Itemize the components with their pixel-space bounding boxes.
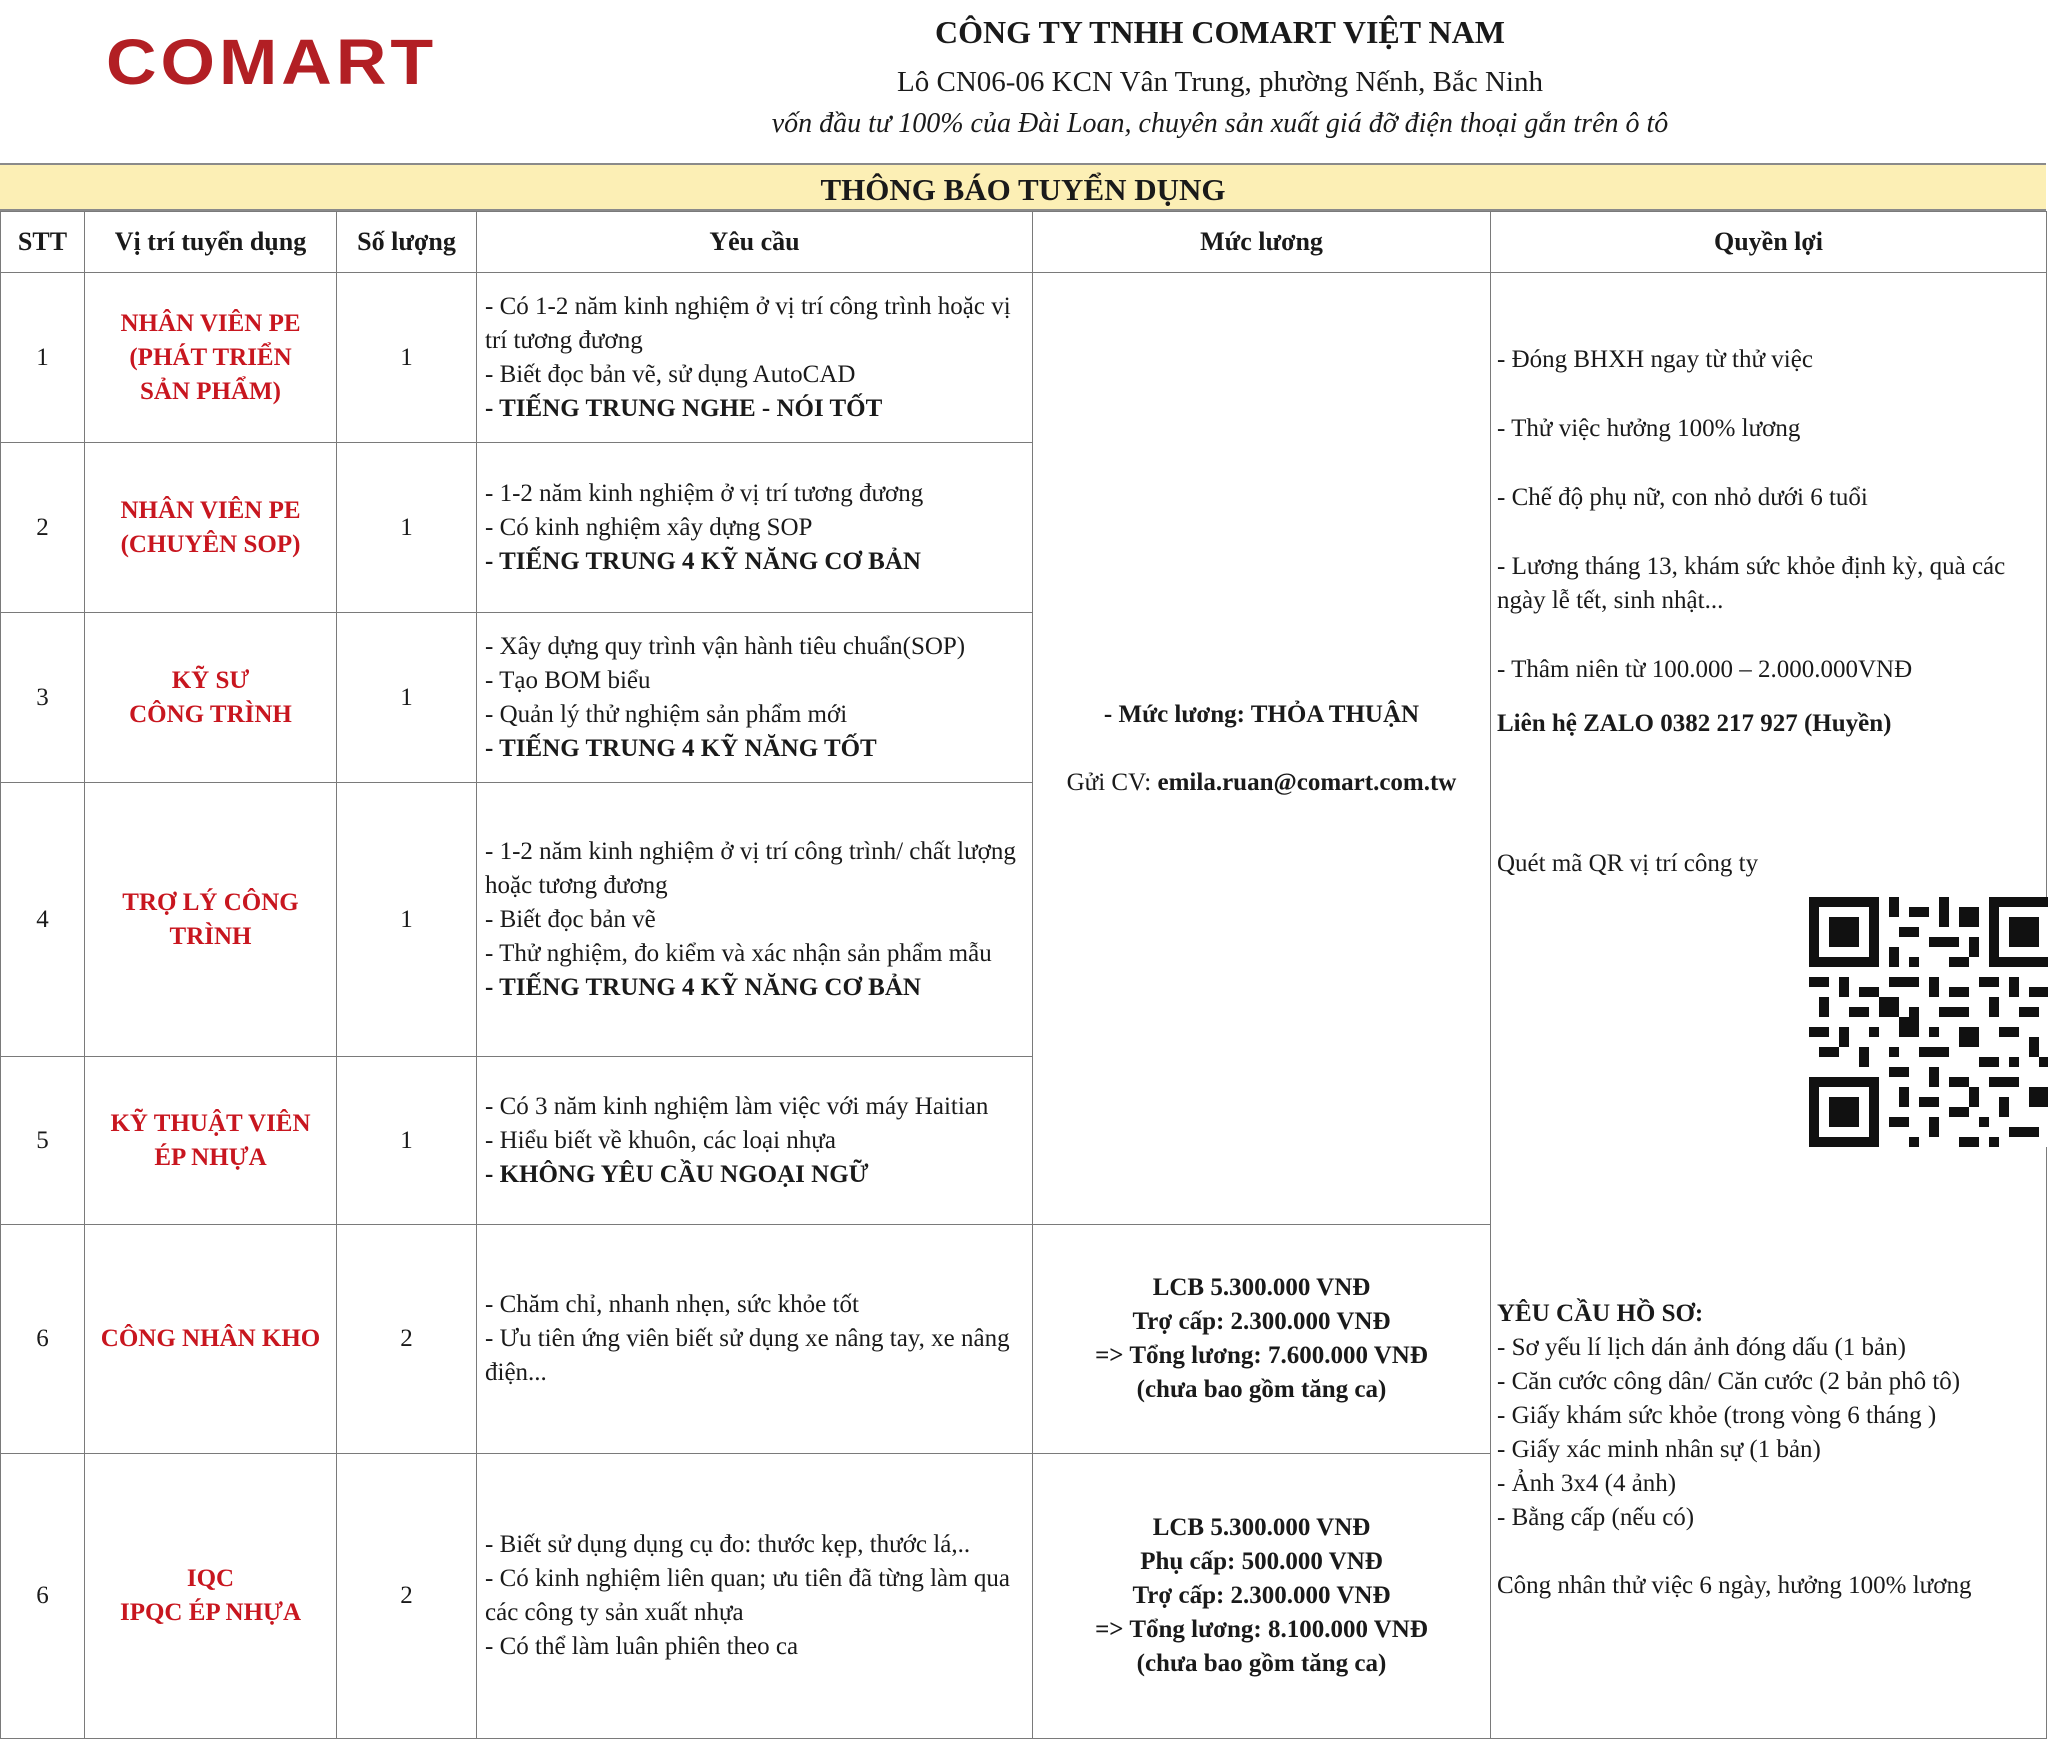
row-position (85, 613, 337, 783)
benefit-item: - Lương tháng 13, khám sức khỏe định kỳ, quà các ngày lễ tết, sinh nhật... (1497, 553, 2006, 614)
row-requirements (477, 443, 1033, 613)
position-line: TRÌNH (169, 922, 252, 950)
document-item: - Bằng cấp (nếu có) (1497, 1504, 1695, 1531)
requirement-line: - Chăm chỉ, nhanh nhẹn, sức khỏe tốt (485, 1291, 859, 1318)
col-header-quantity: Số lượng (337, 212, 477, 273)
row-stt: 2 (1, 443, 85, 613)
company-address: Lô CN06-06 KCN Vân Trung, phường Nếnh, Bắc Ninh (897, 66, 1543, 98)
position-line: NHÂN VIÊN PE (120, 309, 301, 337)
row-requirements (477, 1454, 1033, 1739)
requirement-line: - Có kinh nghiệm xây dựng SOP (485, 513, 813, 541)
qr-code-image[interactable] (1809, 897, 2048, 1147)
position-line: CÔNG NHÂN KHO (100, 1325, 321, 1352)
row-stt: 3 (1, 613, 85, 783)
cv-contact (1033, 766, 1490, 800)
benefits-cell (1491, 273, 2047, 1739)
position-line: TRỢ LÝ CÔNG (122, 888, 299, 916)
document-item: - Căn cước công dân/ Căn cước (2 bản phô tô) (1497, 1368, 1961, 1395)
row-quantity: 2 (337, 1225, 477, 1454)
benefit-item: - Thử việc hưởng 100% lương (1497, 415, 1801, 442)
iqc-salary-cell (1033, 1454, 1491, 1739)
requirement-language: - TIẾNG TRUNG 4 KỸ NĂNG TỐT (485, 734, 877, 762)
row-stt: 5 (1, 1057, 85, 1225)
row-position (85, 273, 337, 443)
col-header-requirements: Yêu cầu (477, 212, 1033, 273)
job-table (0, 211, 2047, 1739)
position-line: NHÂN VIÊN PE (120, 496, 301, 524)
row-quantity: 1 (337, 783, 477, 1057)
table-row (1, 273, 2047, 443)
row-quantity: 1 (337, 273, 477, 443)
row-stt: 1 (1, 273, 85, 443)
row-requirements (477, 1225, 1033, 1454)
position-line: (PHÁT TRIỂN (129, 343, 292, 371)
row-requirements (477, 613, 1033, 783)
row-quantity: 1 (337, 613, 477, 783)
col-header-position: Vị trí tuyển dụng (85, 212, 337, 273)
position-line: CÔNG TRÌNH (129, 700, 292, 728)
requirement-line: - 1-2 năm kinh nghiệm ở vị trí tương đương (485, 479, 924, 507)
position-line: IPQC ÉP NHỰA (119, 1599, 302, 1626)
row-stt: 6 (1, 1454, 85, 1739)
benefit-item: - Đóng BHXH ngay từ thử việc (1497, 346, 1813, 373)
position-line: (CHUYÊN SOP) (120, 530, 301, 558)
requirement-line: - Quản lý thử nghiệm sản phẩm mới (485, 700, 848, 728)
salary-line: Phụ cấp: 500.000 VNĐ (1140, 1548, 1383, 1575)
table-header-row (1, 212, 2047, 273)
row-stt: 6 (1, 1225, 85, 1454)
company-description: vốn đầu tư 100% của Đài Loan, chuyên sản xuất giá đỡ điện thoại gắn trên ô tô (771, 108, 1669, 139)
recruitment-banner: THÔNG BÁO TUYỂN DỤNG (0, 163, 2046, 211)
requirement-line: - 1-2 năm kinh nghiệm ở vị trí công trình/ chất lượng hoặc tương đương (485, 837, 1016, 899)
position-line: SẢN PHẨM) (140, 377, 281, 405)
col-header-benefits: Quyền lợi (1491, 212, 2047, 273)
document-item: - Sơ yếu lí lịch dán ảnh đóng dấu (1 bản) (1497, 1334, 1906, 1361)
row-requirements (477, 1057, 1033, 1225)
company-name: CÔNG TY TNHH COMART VIỆT NAM (935, 14, 1505, 50)
salary-line: LCB 5.300.000 VNĐ (1152, 1514, 1371, 1541)
requirement-line: - Có kinh nghiệm liên quan; ưu tiên đã từng làm qua các công ty sản xuất nhựa (485, 1565, 1010, 1626)
requirement-line: - Có 3 năm kinh nghiệm làm việc với máy Haitian (485, 1092, 989, 1120)
requirement-language: - TIẾNG TRUNG 4 KỸ NĂNG CƠ BẢN (485, 547, 921, 575)
row-stt: 4 (1, 783, 85, 1057)
requirement-line: - Có thể làm luân phiên theo ca (485, 1633, 799, 1660)
salary-line: => Tổng lương: 7.600.000 VNĐ (1095, 1342, 1428, 1369)
requirement-line: - Biết sử dụng dụng cụ đo: thước kẹp, thước lá,.. (485, 1531, 971, 1558)
salary-line: Trợ cấp: 2.300.000 VNĐ (1132, 1582, 1391, 1609)
benefit-item: - Chế độ phụ nữ, con nhỏ dưới 6 tuổi (1497, 484, 1868, 511)
document-item: - Giấy khám sức khỏe (trong vòng 6 tháng ) (1497, 1402, 1937, 1429)
requirement-line: - Có 1-2 năm kinh nghiệm ở vị trí công trình hoặc vị trí tương đương (485, 292, 1011, 354)
qr-label: Quét mã QR vị trí công ty (1497, 850, 1759, 877)
position-line: ÉP NHỰA (154, 1143, 267, 1171)
requirement-line: - Tạo BOM biểu (485, 666, 651, 694)
salary-line: (chưa bao gồm tăng ca) (1136, 1376, 1387, 1403)
requirement-language: - KHÔNG YÊU CẦU NGOẠI NGỮ (485, 1160, 869, 1188)
requirement-line: - Xây dựng quy trình vận hành tiêu chuẩn(SOP) (485, 632, 966, 660)
benefit-item: - Thâm niên từ 100.000 – 2.000.000VNĐ (1497, 656, 1913, 683)
position-line: IQC (186, 1565, 235, 1592)
cv-email-link[interactable]: emila.ruan@comart.com.tw (1157, 768, 1457, 796)
row-position (85, 1057, 337, 1225)
position-line: KỸ SƯ (171, 666, 250, 694)
requirement-line: - Biết đọc bản vẽ, sử dụng AutoCAD (485, 360, 856, 388)
requirement-line: - Thử nghiệm, đo kiểm và xác nhận sản phẩm mẫu (485, 939, 992, 967)
document-item: - Giấy xác minh nhân sự (1 bản) (1497, 1436, 1821, 1463)
trial-note: Công nhân thử việc 6 ngày, hưởng 100% lương (1497, 1572, 1972, 1599)
documents-title: YÊU CẦU HỒ SƠ: (1497, 1300, 1704, 1327)
col-header-stt: STT (1, 212, 85, 273)
company-logo: COMART (106, 26, 438, 98)
row-quantity: 1 (337, 1057, 477, 1225)
requirement-language: - TIẾNG TRUNG NGHE - NÓI TỐT (485, 394, 883, 422)
requirement-language: - TIẾNG TRUNG 4 KỸ NĂNG CƠ BẢN (485, 973, 921, 1001)
salary-line: => Tổng lương: 8.100.000 VNĐ (1095, 1616, 1428, 1643)
salary-line: LCB 5.300.000 VNĐ (1152, 1274, 1371, 1301)
row-requirements (477, 273, 1033, 443)
salary-line: (chưa bao gồm tăng ca) (1136, 1650, 1387, 1677)
shared-salary-cell (1033, 273, 1491, 1225)
row-quantity: 2 (337, 1454, 477, 1739)
row-requirements (477, 783, 1033, 1057)
page-header (0, 0, 2048, 163)
warehouse-salary-cell (1033, 1225, 1491, 1454)
position-line: KỸ THUẬT VIÊN (110, 1109, 311, 1137)
requirement-line: - Ưu tiên ứng viên biết sử dụng xe nâng tay, xe nâng điện... (485, 1325, 1010, 1386)
cv-prefix: Gửi CV: (1066, 768, 1158, 796)
row-position (85, 443, 337, 613)
requirement-line: - Biết đọc bản vẽ (485, 905, 656, 933)
document-item: - Ảnh 3x4 (4 ảnh) (1497, 1470, 1677, 1497)
row-quantity: 1 (337, 443, 477, 613)
col-header-salary: Mức lương (1033, 212, 1491, 273)
zalo-contact: Liên hệ ZALO 0382 217 927 (Huyền) (1497, 710, 1892, 737)
salary-line: Trợ cấp: 2.300.000 VNĐ (1132, 1308, 1391, 1335)
row-position (85, 1454, 337, 1739)
salary-negotiable: - Mức lương: THỎA THUẬN (1103, 700, 1420, 728)
row-position (85, 1225, 337, 1454)
requirement-line: - Hiểu biết về khuôn, các loại nhựa (485, 1126, 836, 1154)
row-position (85, 783, 337, 1057)
